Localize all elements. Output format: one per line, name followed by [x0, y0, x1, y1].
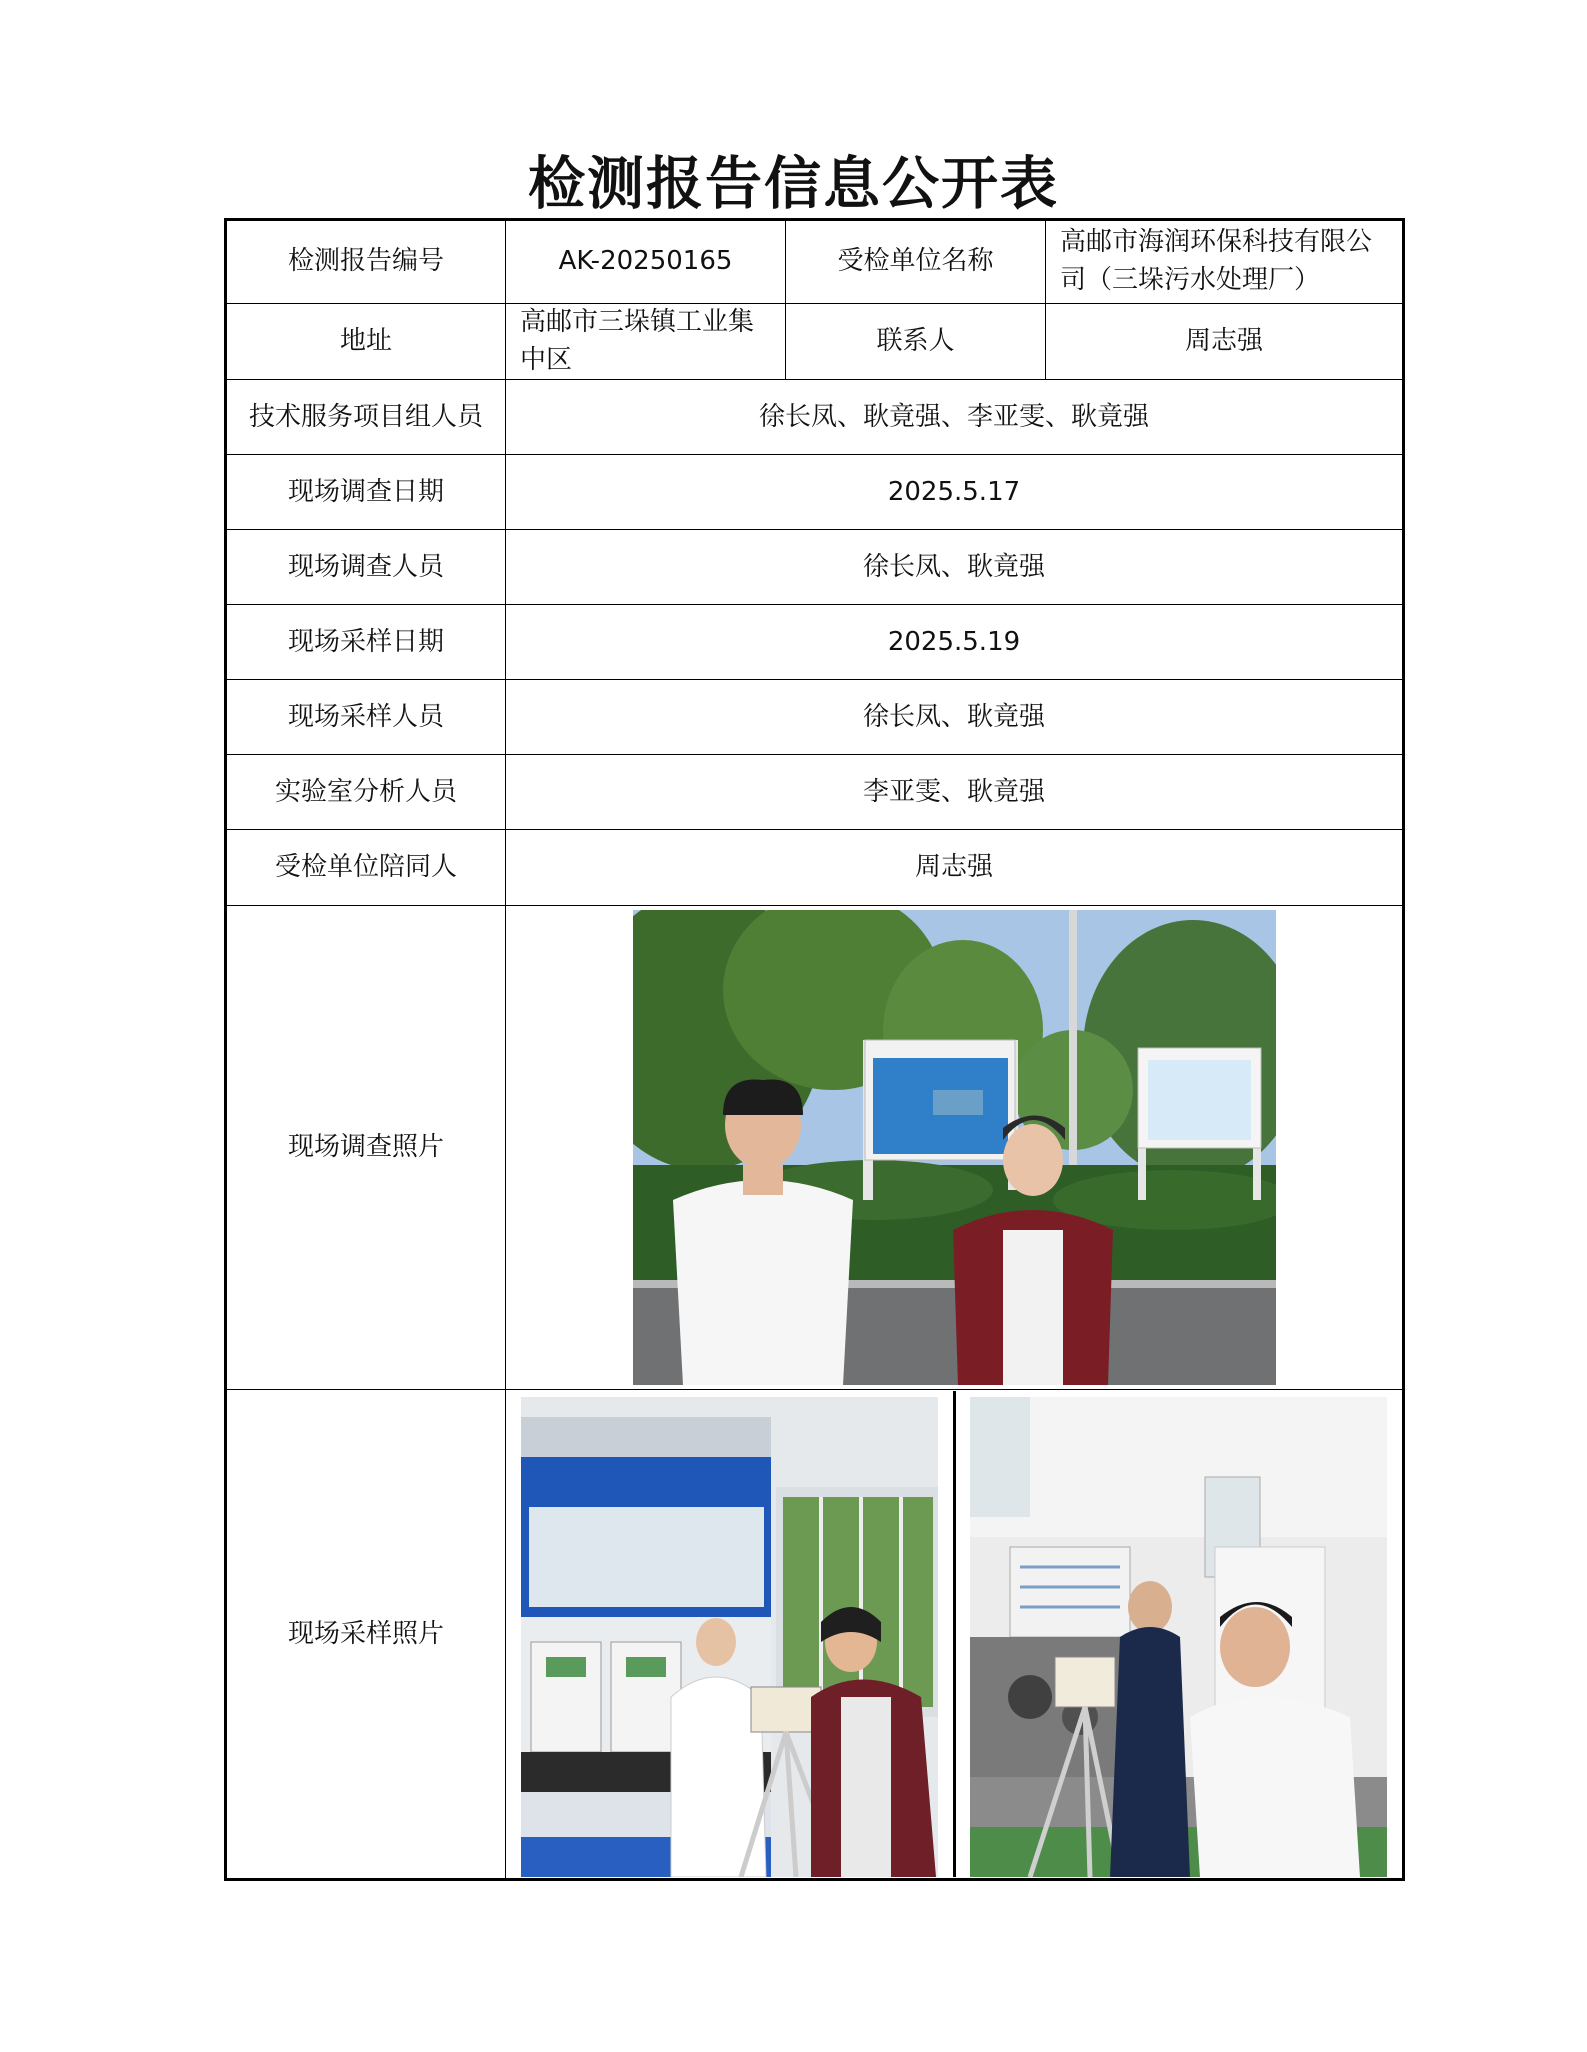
address-value: 高邮市三垛镇工业集中区 [506, 304, 786, 380]
table-row [226, 830, 1404, 906]
team-label: 技术服务项目组人员 [226, 380, 506, 455]
survey-date-label: 现场调查日期 [226, 455, 506, 530]
survey-date-value: 2025.5.17 [506, 455, 1404, 530]
survey-staff-label: 现场调查人员 [226, 530, 506, 605]
sampling-date-label: 现场采样日期 [226, 605, 506, 680]
table-row [226, 304, 1404, 380]
escort-label: 受检单位陪同人 [226, 830, 506, 906]
pump-room-photo-image [970, 1397, 1387, 1877]
table-row [226, 755, 1404, 830]
sampling-staff-label: 现场采样人员 [226, 680, 506, 755]
unit-name-value: 高邮市海润环保科技有限公司（三垛污水处理厂） [1046, 220, 1404, 304]
lab-photo-image [521, 1397, 938, 1877]
team-value: 徐长凤、耿竟强、李亚雯、耿竟强 [506, 380, 1404, 455]
address-label: 地址 [226, 304, 506, 380]
survey-staff-value: 徐长凤、耿竟强 [506, 530, 1404, 605]
pump-room-photo [970, 1397, 1387, 1877]
table-row [226, 455, 1404, 530]
table-row [226, 680, 1404, 755]
page-title: 检测报告信息公开表 [528, 150, 1059, 217]
contact-value: 周志强 [1046, 304, 1404, 380]
lab-photo [521, 1397, 938, 1877]
report-no-label: 检测报告编号 [226, 220, 506, 304]
sampling-staff-value: 徐长凤、耿竟强 [506, 680, 1404, 755]
report-no-value: AK-20250165 [506, 220, 786, 304]
lab-staff-label: 实验室分析人员 [226, 755, 506, 830]
survey-photo [633, 910, 1276, 1385]
survey-photo-cell [506, 906, 1404, 1390]
lab-staff-value: 李亚雯、耿竟强 [506, 755, 1404, 830]
table-row [226, 1390, 1404, 1880]
table-row [226, 530, 1404, 605]
table-row [226, 605, 1404, 680]
unit-name-label: 受检单位名称 [786, 220, 1046, 304]
survey-photo-label: 现场调查照片 [226, 906, 506, 1390]
table-row [226, 380, 1404, 455]
contact-label: 联系人 [786, 304, 1046, 380]
sampling-photo-label: 现场采样照片 [226, 1390, 506, 1880]
info-table [224, 218, 1405, 1881]
sampling-date-value: 2025.5.19 [506, 605, 1404, 680]
table-row [226, 220, 1404, 304]
sampling-photo-cell [506, 1390, 1404, 1880]
survey-photo-image [633, 910, 1276, 1385]
escort-value: 周志强 [506, 830, 1404, 906]
table-row [226, 906, 1404, 1390]
